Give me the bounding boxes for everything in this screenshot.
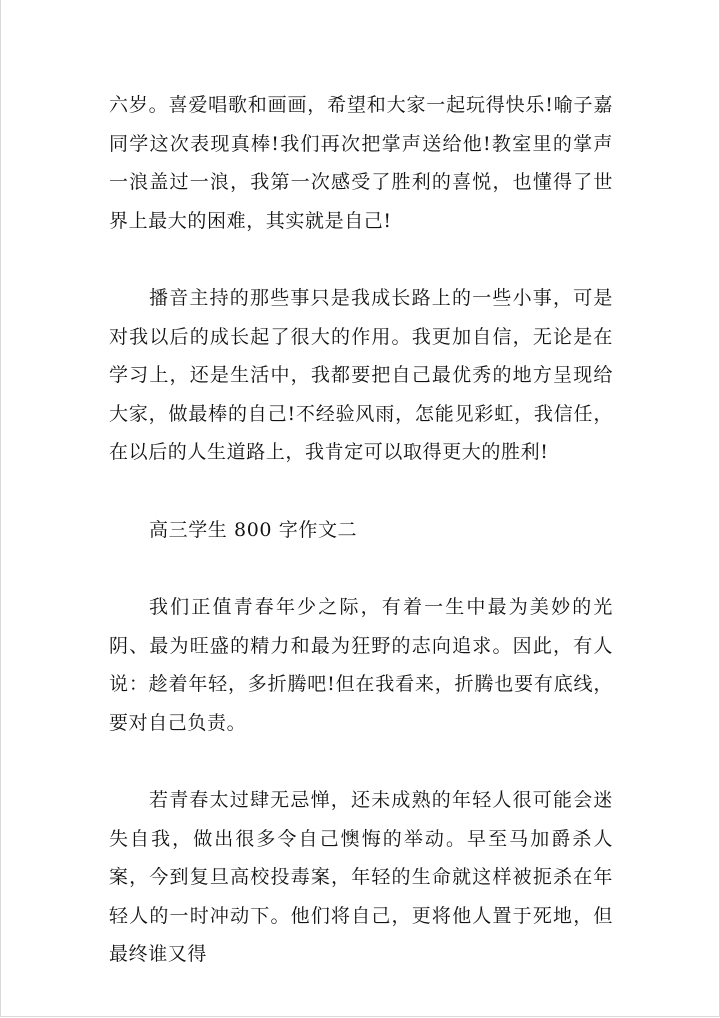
document-body	[109, 86, 613, 974]
paragraph-spacer	[109, 240, 613, 279]
paragraph-continued: 六岁。喜爱唱歌和画画，希望和大家一起玩得快乐!喻子嘉同学这次表现真棒!我们再次把掌声送给他!教室里的掌声一浪盖过一浪，我第一次感受了胜利的喜悦，也懂得了世界上最大的困难，其实就是自己!	[109, 94, 613, 232]
paragraph-youth-intro: 我们正值青春年少之际，有着一生中最为美妙的光阴、最为旺盛的精力和最为狂野的志向追求。因此，有人说：趁着年轻，多折腾吧!但在我看来，折腾也要有底线，要对自己负责。	[109, 596, 613, 734]
paragraph-spacer	[109, 472, 613, 511]
paragraph-spacer	[109, 549, 613, 588]
paragraph-spacer	[109, 742, 613, 781]
paragraph-youth-warning: 若青春太过肆无忌惮，还未成熟的年轻人很可能会迷失自我，做出很多令自己懊悔的举动。早至马加爵杀人案，今到复旦高校投毒案，年轻的生命就这样被扼杀在年轻人的一时冲动下。他们将自己，更将他人置于死地，但最终谁又得	[109, 789, 613, 965]
paragraph-growth-reflection: 播音主持的那些事只是我成长路上的一些小事，可是对我以后的成长起了很大的作用。我更加自信，无论是在学习上，还是生活中，我都要把自己最优秀的地方呈现给大家，做最棒的自己!不经验风雨，怎能见彩虹，我信任，在以后的人生道路上，我肯定可以取得更大的胜利!	[109, 287, 613, 463]
essay-heading: 高三学生 800 字作文二	[149, 518, 358, 541]
